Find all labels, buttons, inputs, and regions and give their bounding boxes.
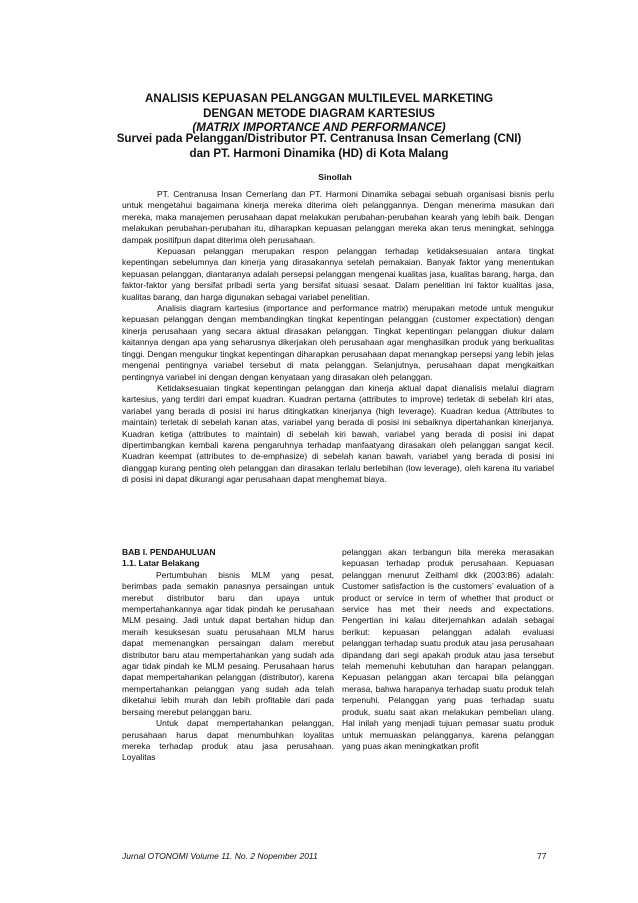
body-column-left — [122, 547, 334, 764]
abstract-paragraph: Kepuasan pelanggan merupakan respon pelanggan terhadap ketidaksesuaian antara tingkat kepentingan sebelumnya dan kinerja yang dirasakannya setelah pemakaian. Banyak faktor yang menentukan kepuasan pelanggan, diantaranya adalah persepsi pelanggan mengenai kualitas jasa, kualitas barang, harga, dan faktor-faktor yang bersifat pribadi serta yang bersifat situasi sesaat. Dalam penelitian ini faktor kualitas jasa, kualitas barang, dan harga digunakan sebagai variabel penelitian. — [122, 246, 554, 302]
section-heading: BAB I. PENDAHULUAN — [122, 547, 216, 557]
subtitle-line-2: dan PT. Harmoni Dinamika (HD) di Kota Malang — [189, 146, 449, 160]
paper-title — [108, 92, 530, 136]
body-paragraph: pelanggan akan terbangun bila mereka merasakan kepuasan terhadap produk perusahaan. Kepuasan pelanggan menurut Zeithaml dkk (2003:86) adalah: Customer satisfaction is the customers’ evaluation of a product or service in term of whether that product or service has met their needs and expectations. Pengertian ini kalau diterjemahkan adalah sebagai berikut: kepuasan pelanggan adalah evaluasi pelanggan terhadap suatu produk atau jasa perusahaan dipandang dari segi apakah produk atau jasa tersebut telah memenuhi kebutuhan dan harapan pelanggan. Kepuasan pelanggan akan tercapai bila pelanggan merasa, bahwa harapanya terhadap suatu produk telah terpenuhi. Pelanggan yang puas terhadap suatu produk, suatu saat akan melakukan pembelian ulang. Hal inilah yang menjadi tujuan pemasar suatu produk untuk memuaskan pelangganya, karena pelanggan yang puas akan meningkatkan profit — [342, 547, 554, 751]
title-line-3: (MATRIX IMPORTANCE AND PERFORMANCE) — [192, 121, 446, 135]
title-line-1: ANALISIS KEPUASAN PELANGGAN MULTILEVEL MARKETING — [144, 92, 494, 105]
abstract — [122, 189, 554, 486]
page-number: 77 — [537, 851, 547, 861]
subsection-heading: 1.1. Latar Belakang — [122, 558, 200, 569]
journal-footer: Jurnal OTONOMI Volume 11. No. 2 Nopember 2011 — [122, 851, 318, 861]
abstract-paragraph: Analisis diagram kartesius (importance and performance matrix) merupakan metode untuk mengukur kepuasan pelanggan dengan membandingkan tingkat kepentingan pelanggan (customer expectation) dengan kinerja perusahaan yang secara aktual dirasakan pelanggan. Tingkat kepentingan pelanggan diukur dalam kaitannya dengan apa yang seharusnya dikerjakan oleh perusahaan agar menghasilkan produk yang berkualitas tinggi. Dengan mengukur tingkat kepentingan diharapkan perusahaan dapat menangkap persepsi yang lebih jelas mengenai pentingnya variabel tersebut di mata pelanggan. Selanjutnya, perusahaan dapat mengkaitkan pentingnya variabel ini dengan dengan kenyataan yang dirasakan oleh pelanggan. — [122, 303, 554, 382]
body-paragraph: Pertumbuhan bisnis MLM yang pesat, berimbas pada semakin panasnya persaingan untuk merebut distributor baru dan upaya untuk mempertahankannya agar tidak pindah ke perusahaan MLM pesaing. Jadi untuk dapat bertahan hidup dan meraih kesuksesan suatu perusahaan MLM harus dapat memenangkan persaingan dalam merebut distributor baru atau mempertahankan yang sudah ada agar tidak pindah ke MLM pesaing. Perusahaan harus dapat mempertahankan pelanggan (distributor), karena mempertahankan pelanggan yang sudah ada telah diketahui lebih murah dan lebih profitable dari pada bersaing merebut pelanggan baru. — [122, 569, 334, 717]
paper-subtitle — [112, 132, 526, 161]
title-line-2: DENGAN METODE DIAGRAM KARTESIUS — [203, 106, 435, 120]
abstract-paragraph: PT. Centranusa Insan Cemerlang dan PT. Harmoni Dinamika sebagai sebuah organisasi bisnis perlu untuk mengetahui bagaimana kinerja mereka diterima oleh pelanggannya. Dengan menerima masukan dari mereka, maka manajemen perusahaan dapat melakukan perubahan-perubahan kearah yang lebih baik. Dengan melakukan perubahan-perubahan itu, diharapkan kepuasan pelanggan mereka akan terus meningkat, sehingga dampak positifpun dapat diterima oleh perusahaan. — [122, 189, 554, 245]
abstract-paragraph: Ketidaksesuaian tingkat kepentingan pelanggan dan kinerja aktual dapat dianalisis melalui diagram kartesius, yang terdiri dari empat kuadran. Kuadran pertama (attributes to improve) terletak di sebelah kiri atas, variabel yang berada di posisi ini harus ditingkatkan kinerjanya (high leverage). Kuadran kedua (Attributes to maintain) terletak di sebelah kanan atas, variabel yang berada di posisi ini sebaiknya dipertahankan kinerjanya. Kuadran ketiga (attributes to maintain) di sebelah kiri bawah, variabel yang berada di posisi ini dapat dipertimbangkan kembali karena pengaruhnya terhadap manfaatyang dirasakan oleh pelanggan sangat kecil. Kuadran keempat (attributes to de-emphasize) di sebelah kanan bawah, variabel yang berada di posisi ini dianggap kurang penting oleh pelanggan dan dirasakan terlalu berlebihan (low leverage), oleh karena itu variabel di posisi ini dapat dikurangi agar perusahaan dapat menghemat biaya. — [122, 382, 554, 485]
body-column-right — [342, 547, 554, 752]
author-name: Sinollah — [318, 172, 352, 182]
subtitle-line-1: Survei pada Pelanggan/Distributor PT. Centranusa Insan Cemerlang (CNI) — [116, 132, 522, 145]
body-paragraph: Untuk dapat mempertahankan pelanggan, perusahaan harus dapat menumbuhkan loyalitas mereka terhadap produk atau jasa perusahaan. Loyalitas — [122, 718, 334, 763]
